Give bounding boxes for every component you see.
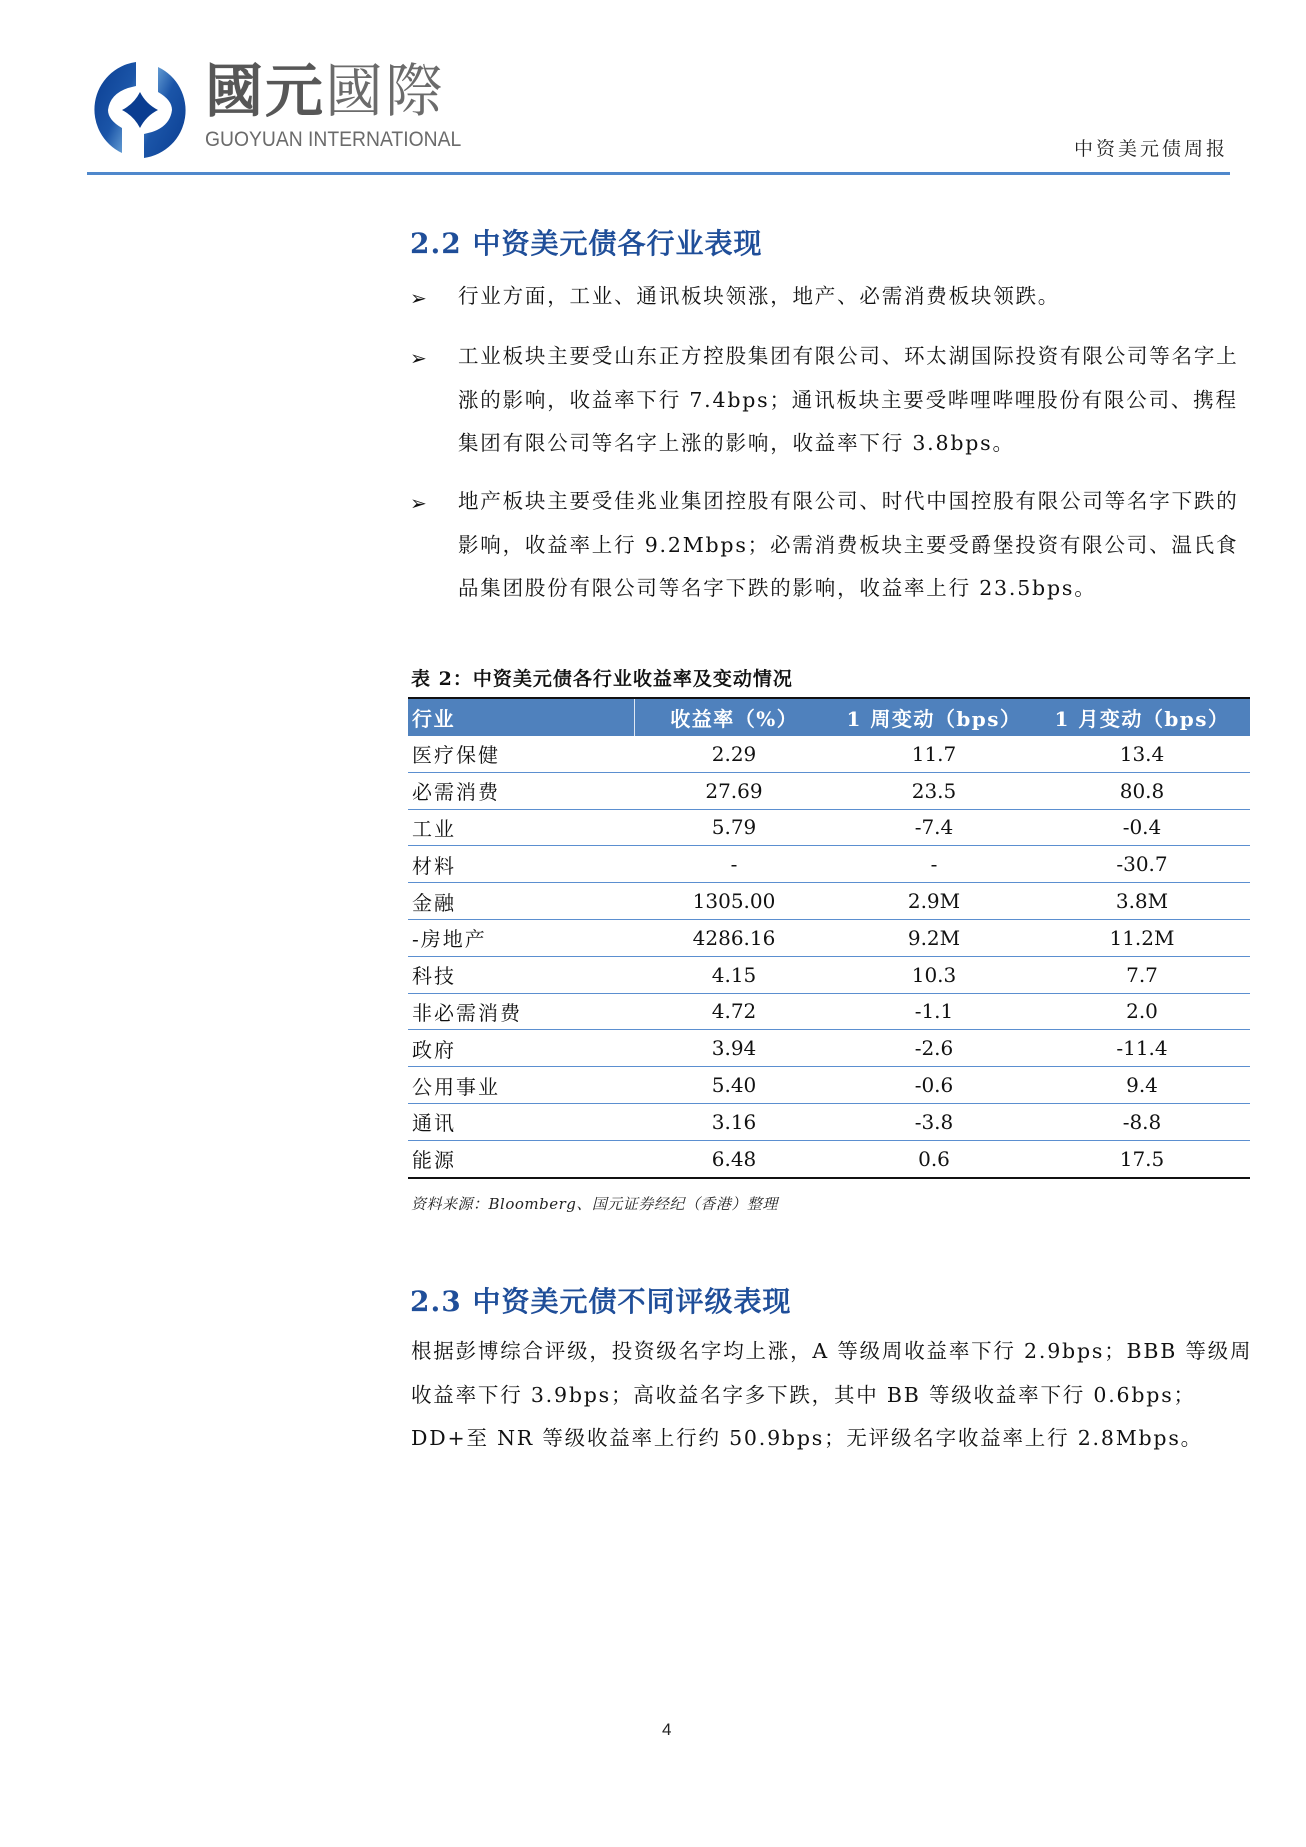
cell-yield: 6.48 [634, 1140, 834, 1177]
cell-industry: 医疗保健 [408, 736, 634, 772]
table-row [408, 846, 1250, 883]
table-row [408, 1103, 1250, 1140]
cell-yield: 2.29 [634, 736, 834, 772]
table-row [408, 1067, 1250, 1104]
table-row [408, 919, 1250, 956]
table-row [408, 1030, 1250, 1067]
cell-yield: 3.94 [634, 1030, 834, 1067]
cell-1w: 2.9M [834, 883, 1034, 920]
table-row [408, 1140, 1250, 1177]
cell-1w: -7.4 [834, 809, 1034, 846]
industry-yield-table [408, 697, 1250, 1179]
table-row [408, 809, 1250, 846]
table-row [408, 883, 1250, 920]
cell-yield: - [634, 846, 834, 883]
cell-1w: -0.6 [834, 1067, 1034, 1104]
cell-1m: 9.4 [1034, 1067, 1250, 1104]
table-row [408, 956, 1250, 993]
cell-industry: -房地产 [408, 919, 634, 956]
cell-1w: 0.6 [834, 1140, 1034, 1177]
table-row [408, 736, 1250, 772]
logo-english-name: GUOYUAN INTERNATIONAL [205, 128, 462, 151]
cell-1w: - [834, 846, 1034, 883]
col-header-yield: 收益率（%） [634, 698, 834, 736]
cell-1m: -11.4 [1034, 1030, 1250, 1067]
cell-1m: -0.4 [1034, 809, 1250, 846]
cell-1m: 2.0 [1034, 993, 1250, 1030]
cell-yield: 3.16 [634, 1103, 834, 1140]
bullet-paragraph-2: 工业板块主要受山东正方控股集团有限公司、环太湖国际投资有限公司等名字上涨的影响，收益率下行 7.4bps；通讯板块主要受哔哩哔哩股份有限公司、携程集团有限公司等名字上涨的影响，收益率下行 3.8bps。 [458, 344, 1239, 455]
cell-1w: 23.5 [834, 772, 1034, 809]
bullet-arrow-icon: ➢ [410, 286, 427, 310]
cell-industry: 公用事业 [408, 1067, 634, 1104]
table-row [408, 772, 1250, 809]
bullet-paragraph-1: 行业方面，工业、通讯板块领涨，地产、必需消费板块领跌。 [458, 284, 1061, 308]
bullet-arrow-icon: ➢ [410, 491, 427, 515]
cell-industry: 能源 [408, 1140, 634, 1177]
cell-industry: 非必需消费 [408, 993, 634, 1030]
cell-1m: -30.7 [1034, 846, 1250, 883]
col-header-1w-change: 1 周变动（bps） [834, 698, 1034, 736]
cell-yield: 1305.00 [634, 883, 834, 920]
cell-industry: 政府 [408, 1030, 634, 1067]
table-source-note: 资料来源：Bloomberg、国元证券经纪（香港）整理 [411, 1195, 778, 1213]
cell-1m: 13.4 [1034, 736, 1250, 772]
cell-yield: 4.15 [634, 956, 834, 993]
cell-1w: -3.8 [834, 1103, 1034, 1140]
cell-yield: 5.79 [634, 809, 834, 846]
header-divider [87, 172, 1230, 175]
logo-chinese-name [205, 56, 445, 126]
bullet-paragraph-3: 地产板块主要受佳兆业集团控股有限公司、时代中国控股有限公司等名字下跌的影响，收益率上行 9.2Mbps；必需消费板块主要受爵堡投资有限公司、温氏食品集团股份有限公司等名字下跌的影响，收益率上行 23.5bps。 [458, 489, 1239, 600]
table-caption: 表 2：中资美元债各行业收益率及变动情况 [411, 668, 793, 690]
cell-1m: 11.2M [1034, 919, 1250, 956]
logo-cn-bold: 國元 [205, 57, 326, 125]
logo-cn-light: 國際 [325, 57, 446, 125]
cell-1w: -1.1 [834, 993, 1034, 1030]
cell-1w: 9.2M [834, 919, 1034, 956]
cell-1m: 7.7 [1034, 956, 1250, 993]
cell-industry: 材料 [408, 846, 634, 883]
col-header-industry: 行业 [408, 698, 634, 736]
col-header-1m-change: 1 月变动（bps） [1034, 698, 1250, 736]
cell-industry: 必需消费 [408, 772, 634, 809]
cell-industry: 通讯 [408, 1103, 634, 1140]
cell-yield: 4286.16 [634, 919, 834, 956]
cell-industry: 工业 [408, 809, 634, 846]
cell-1m: 17.5 [1034, 1140, 1250, 1177]
cell-industry: 科技 [408, 956, 634, 993]
cell-industry: 金融 [408, 883, 634, 920]
cell-yield: 5.40 [634, 1067, 834, 1104]
page-number: 4 [662, 1720, 672, 1739]
cell-1w: 11.7 [834, 736, 1034, 772]
cell-yield: 27.69 [634, 772, 834, 809]
bullet-arrow-icon: ➢ [410, 346, 427, 370]
report-title: 中资美元债周报 [1073, 138, 1228, 160]
section-heading-2-2: 2.2 中资美元债各行业表现 [410, 227, 763, 260]
rating-paragraph: 根据彭博综合评级，投资级名字均上涨，A 等级周收益率下行 2.9bps；BBB 等级周收益率下行 3.9bps；高收益名字多下跌，其中 BB 等级收益率下行 0.6bps；DD+至 NR 等级收益率上行约 50.9bps；无评级名字收益率上行 2.8Mbps。 [411, 1339, 1253, 1450]
cell-yield: 4.72 [634, 993, 834, 1030]
table-row [408, 993, 1250, 1030]
cell-1w: 10.3 [834, 956, 1034, 993]
guoyuan-logo-icon [88, 58, 192, 162]
cell-1m: 3.8M [1034, 883, 1250, 920]
cell-1m: -8.8 [1034, 1103, 1250, 1140]
cell-1w: -2.6 [834, 1030, 1034, 1067]
table-header-row [408, 698, 1250, 736]
cell-1m: 80.8 [1034, 772, 1250, 809]
section-heading-2-3: 2.3 中资美元债不同评级表现 [410, 1285, 792, 1318]
